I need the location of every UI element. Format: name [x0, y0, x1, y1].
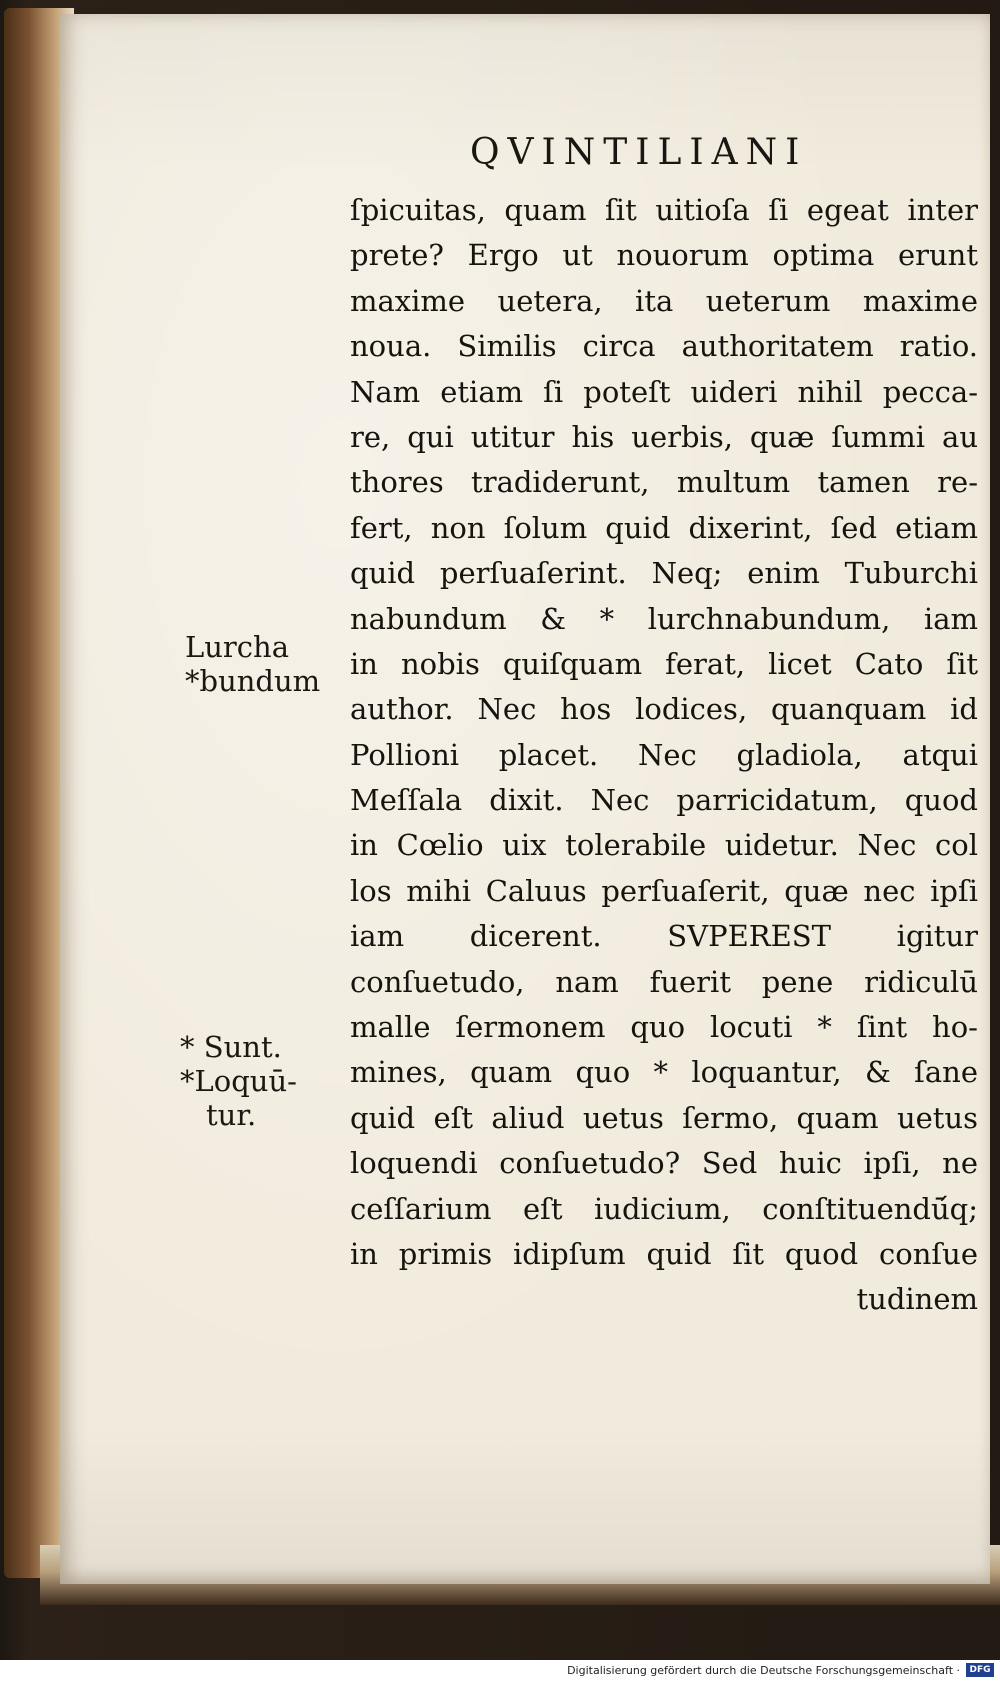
text-line: conſuetudo, nam fuerit pene ridiculū	[350, 964, 978, 999]
marginal-note-line: * Sunt.	[180, 1030, 282, 1064]
text-line: quid perſuaſerint. Neq; enim Tuburchi	[350, 556, 978, 591]
text-line: quid eſt aliud uetus ſermo, quam uetus	[350, 1100, 978, 1135]
text-line: in Cœlio uix tolerabile uidetur. Nec col	[350, 828, 978, 863]
text-line: ſpicuitas, quam ſit uitioſa ſi egeat inter	[350, 193, 978, 227]
text-line: in nobis quiſquam ferat, licet Cato ſit	[350, 646, 978, 681]
text-line: nabundum & * lurchnabundum, iam	[350, 601, 978, 636]
text-line: los mihi Caluus perſuaſerit, quæ nec ipſi	[350, 873, 978, 908]
marginal-note-line: *Loquū-	[180, 1064, 297, 1098]
dfg-logo: DFG	[966, 1663, 994, 1677]
marginal-note-line: Lurcha	[185, 630, 290, 664]
funding-notice: Digitalisierung gefördert durch die Deutsche Forschungsgemeinschaft ·	[567, 1664, 960, 1677]
text-line: malle ſermonem quo locuti * ſint ho-	[350, 1010, 978, 1045]
text-line: in primis idipſum quid ſit quod conſue	[350, 1236, 978, 1271]
text-line: re, qui utitur his uerbis, quæ ſummi au	[350, 419, 978, 454]
body-text	[350, 188, 978, 1323]
text-line: loquendi conſuetudo? Sed huic ipſi, ne	[350, 1146, 978, 1181]
text-line: author. Nec hos lodices, quanquam id	[350, 692, 978, 727]
marginal-note	[185, 630, 320, 698]
text-line: ceſſarium eſt iudicium, conſtituendū́q;	[350, 1191, 978, 1226]
text-line: Nam etiam ſi poteſt uideri nihil pecca-	[350, 374, 978, 409]
text-line: noua. Similis circa authoritatem ratio.	[350, 329, 978, 364]
marginal-note-line: *bundum	[185, 664, 321, 698]
text-line: Pollioni placet. Nec gladiola, atqui	[350, 737, 978, 772]
text-line: iam dicerent. SVPEREST igitur	[350, 919, 978, 954]
text-line: prete? Ergo ut nouorum optima erunt	[350, 238, 978, 273]
text-line: maxime uetera, ita ueterum maxime	[350, 283, 978, 318]
running-head: QVINTILIANI	[470, 132, 808, 173]
text-line: mines, quam quo * loquantur, & ſane	[350, 1055, 978, 1090]
text-line: thores tradiderunt, multum tamen re-	[350, 465, 978, 500]
catchword: tudinem	[856, 1282, 978, 1317]
text-line: Meſſala dixit. Nec parricidatum, quod	[350, 783, 978, 818]
text-line: fert, non ſolum quid dixerint, ſed etiam	[350, 510, 978, 545]
marginal-note	[180, 1030, 297, 1132]
footer	[0, 1660, 1000, 1684]
marginal-note-line: tur.	[206, 1098, 257, 1132]
